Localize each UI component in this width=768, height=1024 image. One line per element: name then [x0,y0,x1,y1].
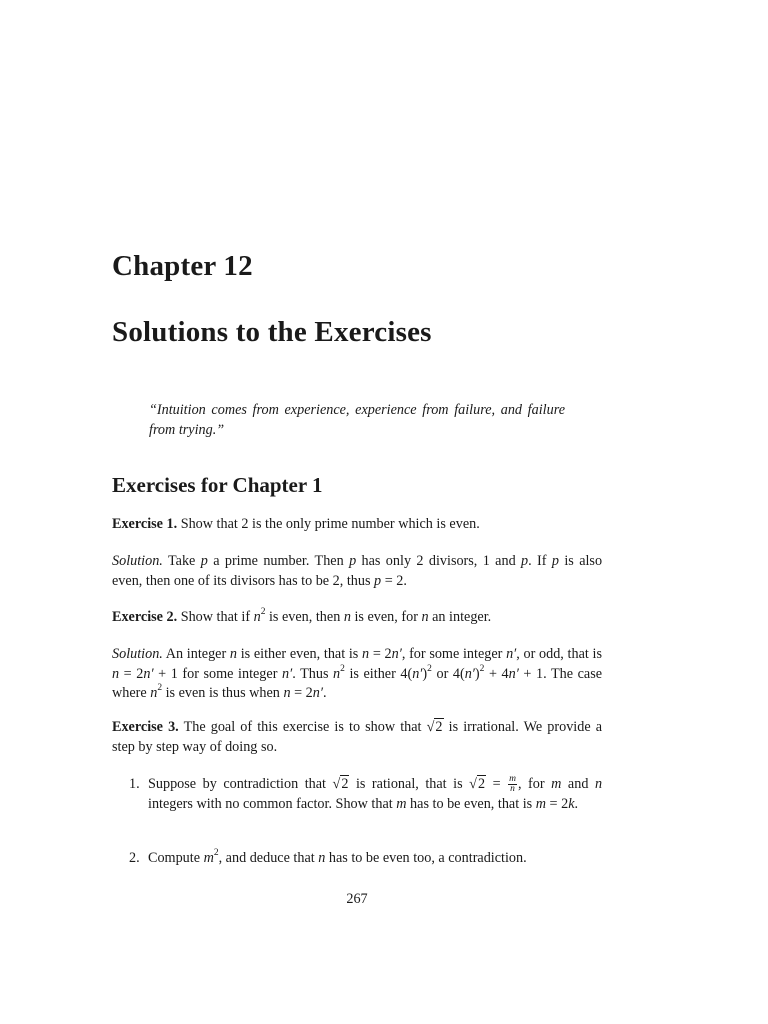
sqrt-symbol [427,718,444,738]
solution-2-text: + 1 for some integer [158,665,278,682]
solution-2-text: = 2 [123,665,144,682]
math-var-m: m [203,850,214,866]
math-var-n: n [362,646,370,662]
math-var-n-prime: n′ [412,665,423,682]
exercise-3-text: is irrational. We provide a step by step way of doing so. [112,719,603,755]
item-text: , and deduce that [218,850,315,866]
math-var-p: p [551,553,559,569]
math-var-n-prime: n′ [391,646,402,662]
radical-sign: √ [426,719,435,735]
solution-1 [112,552,602,591]
math-var-n-prime: n′ [508,665,519,682]
solution-2-text: . Thus [292,665,329,682]
exercise-3-label: Exercise 3. [112,719,179,735]
list-number: 2. [129,850,140,866]
exercise-2-label: Exercise 2. [112,609,178,625]
item-text: = 2 [549,795,569,812]
solution-2 [112,645,602,704]
exercise-1-text: Show that 2 is the only prime number which is even. [180,516,480,532]
math-superscript: 2 [213,848,219,859]
solution-2-text: or 4( [436,665,465,682]
exercise-2-text: Show that if [180,609,251,625]
solution-2-label: Solution. [112,646,163,662]
item-text: integers with no common factor. Show that [148,795,393,812]
section-title: Exercises for Chapter 1 [112,473,323,497]
math-var-m: m [396,795,407,812]
solution-2-text: = 2 [294,685,313,701]
fraction-m-over-n [508,775,517,794]
math-var-n-prime: n′ [282,665,293,682]
solution-2-text: , for some integer [401,646,503,662]
item-text: , for [517,776,545,792]
exercise-2-text: is even, for [354,609,418,625]
math-var-n: n [229,646,237,662]
exercise-1 [112,515,602,535]
radicand: 2 [341,776,349,792]
item-text: Compute [148,850,201,866]
fraction-numerator: m [509,774,516,785]
math-var-n-prime: n′ [464,665,475,682]
math-var-n-prime: n′ [312,685,323,701]
math-var-n: n [283,685,291,701]
exercise-3 [112,718,602,757]
fraction-denominator: n [510,784,515,795]
math-var-n: n [150,685,158,701]
page-number: 267 [346,891,368,907]
solution-2-text: + 4 [488,665,509,682]
radical-sign: √ [332,776,341,792]
math-var-n: n [594,776,603,792]
math-var-n: n [333,665,341,682]
solution-2-text: = 2 [372,646,392,662]
solution-1-text: is also even, then one of its divisors has to be 2, thus [112,553,603,589]
math-superscript: 2 [479,663,485,674]
item-text: has to be even too, a contradiction. [328,850,527,866]
math-var-m: m [551,776,562,792]
math-var-p: p [521,553,529,569]
math-var-n: n [343,609,351,625]
exercise-2 [112,608,602,628]
list-item-text [148,849,602,869]
item-text: is rational, that is [355,776,463,792]
solution-1-text: = 2. [384,572,407,589]
exercise-2-text: is even, then [268,609,341,625]
chapter-label: Chapter 12 [112,250,253,282]
solution-1-text: a prime number. Then [213,553,344,569]
item-text: . [574,795,579,812]
math-var-n: n [112,665,120,682]
exercise-3-text: The goal of this exercise is to show that [183,719,422,735]
math-superscript: 2 [260,607,266,618]
epigraph-quote: “Intuition comes from experience, experience from failure, and failure from trying.” [149,402,565,438]
radicand: 2 [477,776,486,792]
solution-2-text: is even is thus when [165,685,280,701]
item-text: Suppose by contradiction that [148,776,326,792]
math-var-k: k [568,795,575,812]
solution-2-text: ) [474,665,480,682]
math-superscript: 2 [340,663,345,674]
math-var-n-prime: n′ [143,665,154,682]
solution-2-text: + 1. The case where [112,665,603,701]
solution-2-text: ) [422,665,428,682]
item-text: = [492,776,501,792]
list-item [129,775,602,814]
item-text: has to be even, that is [410,795,533,812]
math-superscript: 2 [157,683,163,694]
math-var-p: p [200,553,208,569]
math-var-n: n [253,609,261,625]
page [112,0,602,1024]
math-var-n-prime: n′ [506,646,517,662]
chapter-title: Solutions to the Exercises [112,316,432,348]
solution-1-text: Take [167,553,196,569]
solution-1-text: . If [528,553,547,569]
exercise-1-label: Exercise 1. [112,516,178,532]
radical-sign: √ [469,776,477,792]
list-item-text [148,775,602,814]
math-var-p: p [349,553,357,569]
solution-1-text: has only 2 divisors, 1 and [361,553,516,569]
solution-1-label: Solution. [112,553,163,569]
list-item [129,849,602,869]
solution-2-text: is either even, that is [240,646,359,662]
list-number: 1. [129,776,140,792]
solution-2-text: . [322,685,327,701]
exercise-2-text: an integer. [432,609,492,625]
math-var-n: n [318,850,326,866]
math-superscript: 2 [427,663,432,674]
math-var-p: p [374,572,382,589]
sqrt-symbol [333,775,350,795]
solution-2-text: , or odd, that is [516,646,602,662]
solution-2-text: is either 4( [349,665,413,682]
solution-2-text: An integer [165,646,227,662]
math-var-m: m [535,795,546,812]
item-text: and [567,776,589,792]
radicand: 2 [435,719,443,735]
math-var-n: n [421,609,429,625]
sqrt-symbol [469,775,486,795]
